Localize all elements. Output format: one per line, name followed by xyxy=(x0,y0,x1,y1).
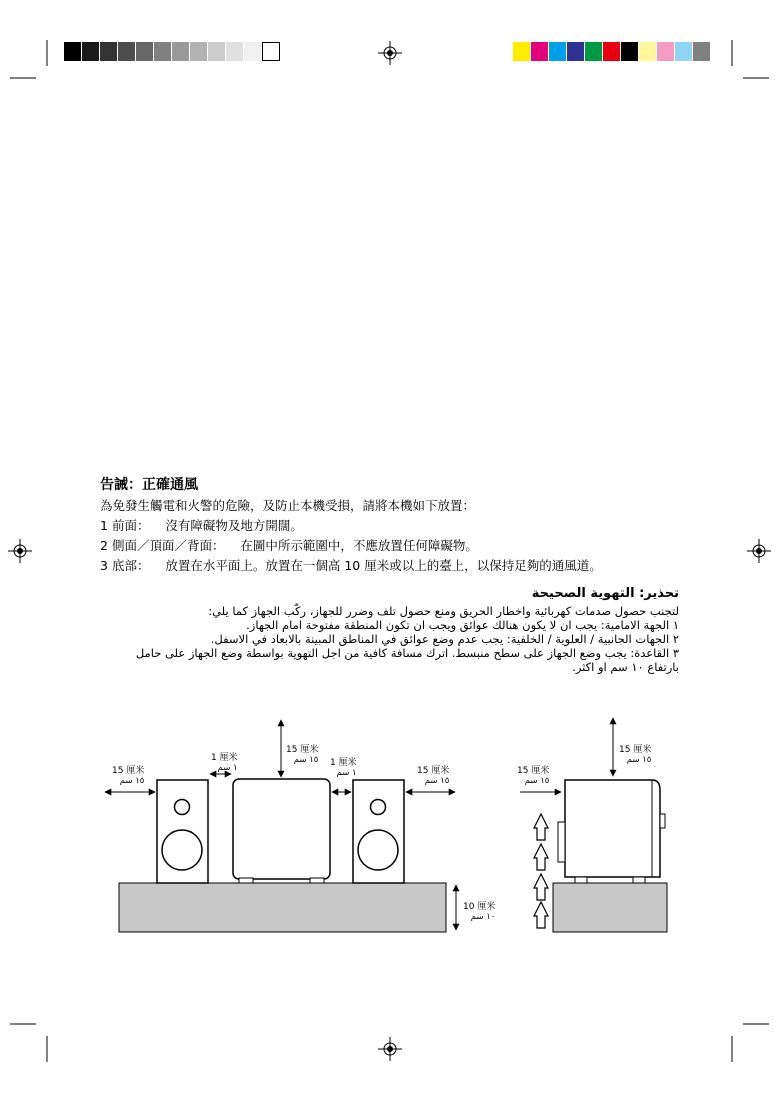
gray-swatch xyxy=(82,42,100,61)
gray-swatch xyxy=(154,42,172,61)
color-swatch xyxy=(657,42,675,61)
color-swatch xyxy=(675,42,693,61)
profile-stand-platform xyxy=(553,883,667,932)
profile-unit xyxy=(558,780,665,883)
arabic-item-1: ١ الجهة الامامية: يجب ان لا يكون هنالك عوائق ويجب ان تكون المنطقة مفتوحة امام الجهاز. xyxy=(246,618,679,632)
right-speaker xyxy=(353,780,404,883)
label-right-clearance: 15 厘米 ١٥ سم xyxy=(417,766,450,786)
label-stand-height: 10 厘米 ١٠ سم xyxy=(463,902,496,922)
color-calibration-bar xyxy=(513,42,711,61)
label-right-gap: 1 厘米 ١ سم xyxy=(330,758,357,778)
grayscale-calibration-bar xyxy=(64,42,280,61)
gray-swatch xyxy=(118,42,136,61)
gray-swatch xyxy=(262,42,280,61)
chinese-title: 告誡：正確通風 xyxy=(100,477,198,493)
arabic-item-2: ٢ الجهات الجانبية / العلوية / الخلفية: يجب عدم وضع عوائق في المناطق المبينة بالابعاد في الاسفل. xyxy=(210,632,679,646)
airflow-arrows xyxy=(534,814,548,928)
stand-platform xyxy=(119,883,446,932)
color-swatch xyxy=(621,42,639,61)
color-swatch xyxy=(693,42,711,61)
color-swatch xyxy=(567,42,585,61)
label-top-clearance: 15 厘米 ١٥ سم xyxy=(286,745,319,765)
chinese-item-1: 1 前面： 沒有障礙物及地方開闊。 xyxy=(100,518,303,533)
label-left-gap: 1 厘米 ١ سم xyxy=(211,753,238,773)
gray-swatch xyxy=(226,42,244,61)
registration-mark-top xyxy=(378,41,402,65)
color-swatch xyxy=(513,42,531,61)
color-swatch xyxy=(639,42,657,61)
arabic-item-3: ٣ القاعدة: يجب وضع الجهاز على سطح منبسط. اترك مسافة كافية من اجل التهوية بواسطة وضع الجهاز على حامل xyxy=(135,646,679,660)
registration-mark-left xyxy=(8,539,32,563)
gray-swatch xyxy=(190,42,208,61)
registration-mark-bottom xyxy=(378,1037,402,1061)
gray-swatch xyxy=(208,42,226,61)
arabic-item-3-continued: بارتفاع ١٠ سم او اكثر. xyxy=(572,660,679,674)
gray-swatch xyxy=(172,42,190,61)
color-swatch xyxy=(549,42,567,61)
label-profile-back: 15 厘米 ١٥ سم xyxy=(517,766,550,786)
label-left-clearance: 15 厘米 ١٥ سم xyxy=(112,766,145,786)
arabic-intro: لتجنب حصول صدمات كهربائية واخطار الحريق ومنع حصول تلف وضرر للجهاز، ركّب الجهاز كما يلي: xyxy=(208,604,679,618)
gray-swatch xyxy=(136,42,154,61)
color-swatch xyxy=(585,42,603,61)
gray-swatch xyxy=(100,42,118,61)
chinese-item-3: 3 底部： 放置在水平面上。放置在一個高 10 厘米或以上的臺上，以保持足夠的通風道。 xyxy=(100,558,602,573)
gray-swatch xyxy=(64,42,82,61)
chinese-item-2: 2 側面／頂面／背面： 在圖中所示範圍中，不應放置任何障礙物。 xyxy=(100,538,478,553)
color-swatch xyxy=(603,42,621,61)
gray-swatch xyxy=(244,42,262,61)
left-speaker xyxy=(157,780,208,883)
main-unit xyxy=(233,779,330,883)
ventilation-diagram xyxy=(0,700,779,960)
label-profile-top: 15 厘米 ١٥ سم xyxy=(619,745,652,765)
arabic-title: تحذير: التهوية الصحيحة xyxy=(531,586,679,601)
color-swatch xyxy=(531,42,549,61)
registration-mark-right xyxy=(747,539,771,563)
chinese-intro: 為免發生觸電和火警的危險，及防止本機受損，請將本機如下放置： xyxy=(100,498,476,513)
